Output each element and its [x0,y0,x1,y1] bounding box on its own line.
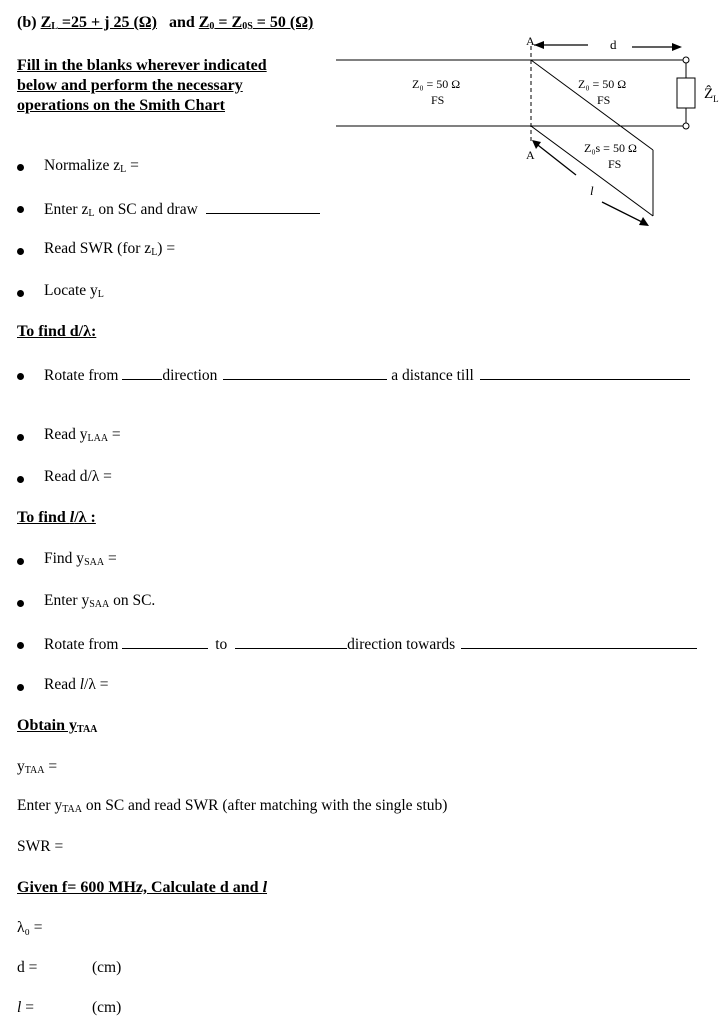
read-swr-item: Read SWR (for $z_L$) = [44,240,176,258]
direction-blank[interactable] [223,365,387,380]
stub-z0-label: Z₀s = 50 Ω [584,141,637,155]
bullet [17,290,24,297]
l-label: l [590,183,594,198]
bullet [17,476,24,483]
stub-fs-label: FS [608,157,622,171]
read-d-item: Read d/λ = [44,468,112,485]
distance-till-blank[interactable] [480,365,690,380]
d-label: d [610,37,617,52]
rotate-from-blank[interactable] [122,365,162,380]
bullet [17,684,24,691]
draw-blank[interactable] [206,199,320,214]
towards-blank[interactable] [461,634,697,649]
bullet [17,248,24,255]
load-label: Ẑ$_L$ [704,86,719,104]
find-ysaa-item: Find $y_{SAA}$ = [44,550,117,568]
right-fs-label: FS [597,93,611,107]
and-word: and [168,14,195,31]
d-line: d = (cm) [17,959,122,976]
stub-diagram [330,30,728,230]
zl-spec: $Z_L =25 + j$ 25 (Ω) [40,14,157,32]
bullet [17,206,24,213]
part-label: (b) [17,14,37,31]
lambda0-line: λ₀ = [17,919,43,936]
instructions-line-3: operations on the Smith Chart [17,97,226,114]
instructions-line-1: Fill in the blanks wherever indicated [17,57,267,74]
rotate-l-from-blank[interactable] [122,634,208,649]
instructions [17,56,267,116]
bullet [17,558,24,565]
rotate-d-item: Rotate from direction a distance till [44,365,690,385]
enter-ytaa-line: Enter $y_{TAA}$ on SC and read SWR (after matching with the single stub) [17,797,448,815]
enter-ysaa-item: Enter $y_{SAA}$ on SC. [44,592,156,610]
bullet [17,434,24,441]
load-resistor-icon [677,78,695,108]
bullet [17,373,24,380]
swr-line: SWR = [17,838,64,855]
d-arrow-right-icon [672,43,682,51]
main-fs-label: FS [431,93,445,107]
bullet [17,600,24,607]
given-heading: Given f= 600 MHz, Calculate d and l [17,879,268,896]
d-arrow-left-icon [534,41,544,49]
ytaa-line: $y_{TAA}$ = [17,758,58,776]
normalize-item: Normalize $z_L$ = [44,157,139,175]
bullet [17,164,24,171]
enter-draw-item: Enter $z_L$ on SC and draw [44,199,320,219]
rotate-l-to-blank[interactable] [235,634,347,649]
read-ylaa-item: Read $y_{LAA}$ = [44,426,121,444]
instructions-line-2: below and perform the necessary [17,77,243,94]
stub-lower [531,126,653,216]
find-d-heading: To find d/λ: [17,323,97,340]
stub-upper [531,60,653,150]
problem-header [17,14,313,32]
obtain-heading: Obtain $y_{TAA}$ [17,717,98,735]
z0-spec: $Z_0 = Z_{0S} = 50$ (Ω) [198,14,314,32]
locate-item: Locate $y_L$ [44,282,104,300]
a-top-label: A [526,34,535,48]
l-line: l = (cm) [17,999,122,1016]
bullet [17,642,24,649]
read-l-item: Read l/λ = [44,676,109,693]
rotate-l-item: Rotate from to direction towards [44,634,697,654]
a-bottom-label: A [526,148,535,162]
main-z0-label: Z₀ = 50 Ω [412,77,461,91]
right-z0-label: Z₀ = 50 Ω [578,77,627,91]
find-l-heading: To find l/λ : [17,509,96,526]
